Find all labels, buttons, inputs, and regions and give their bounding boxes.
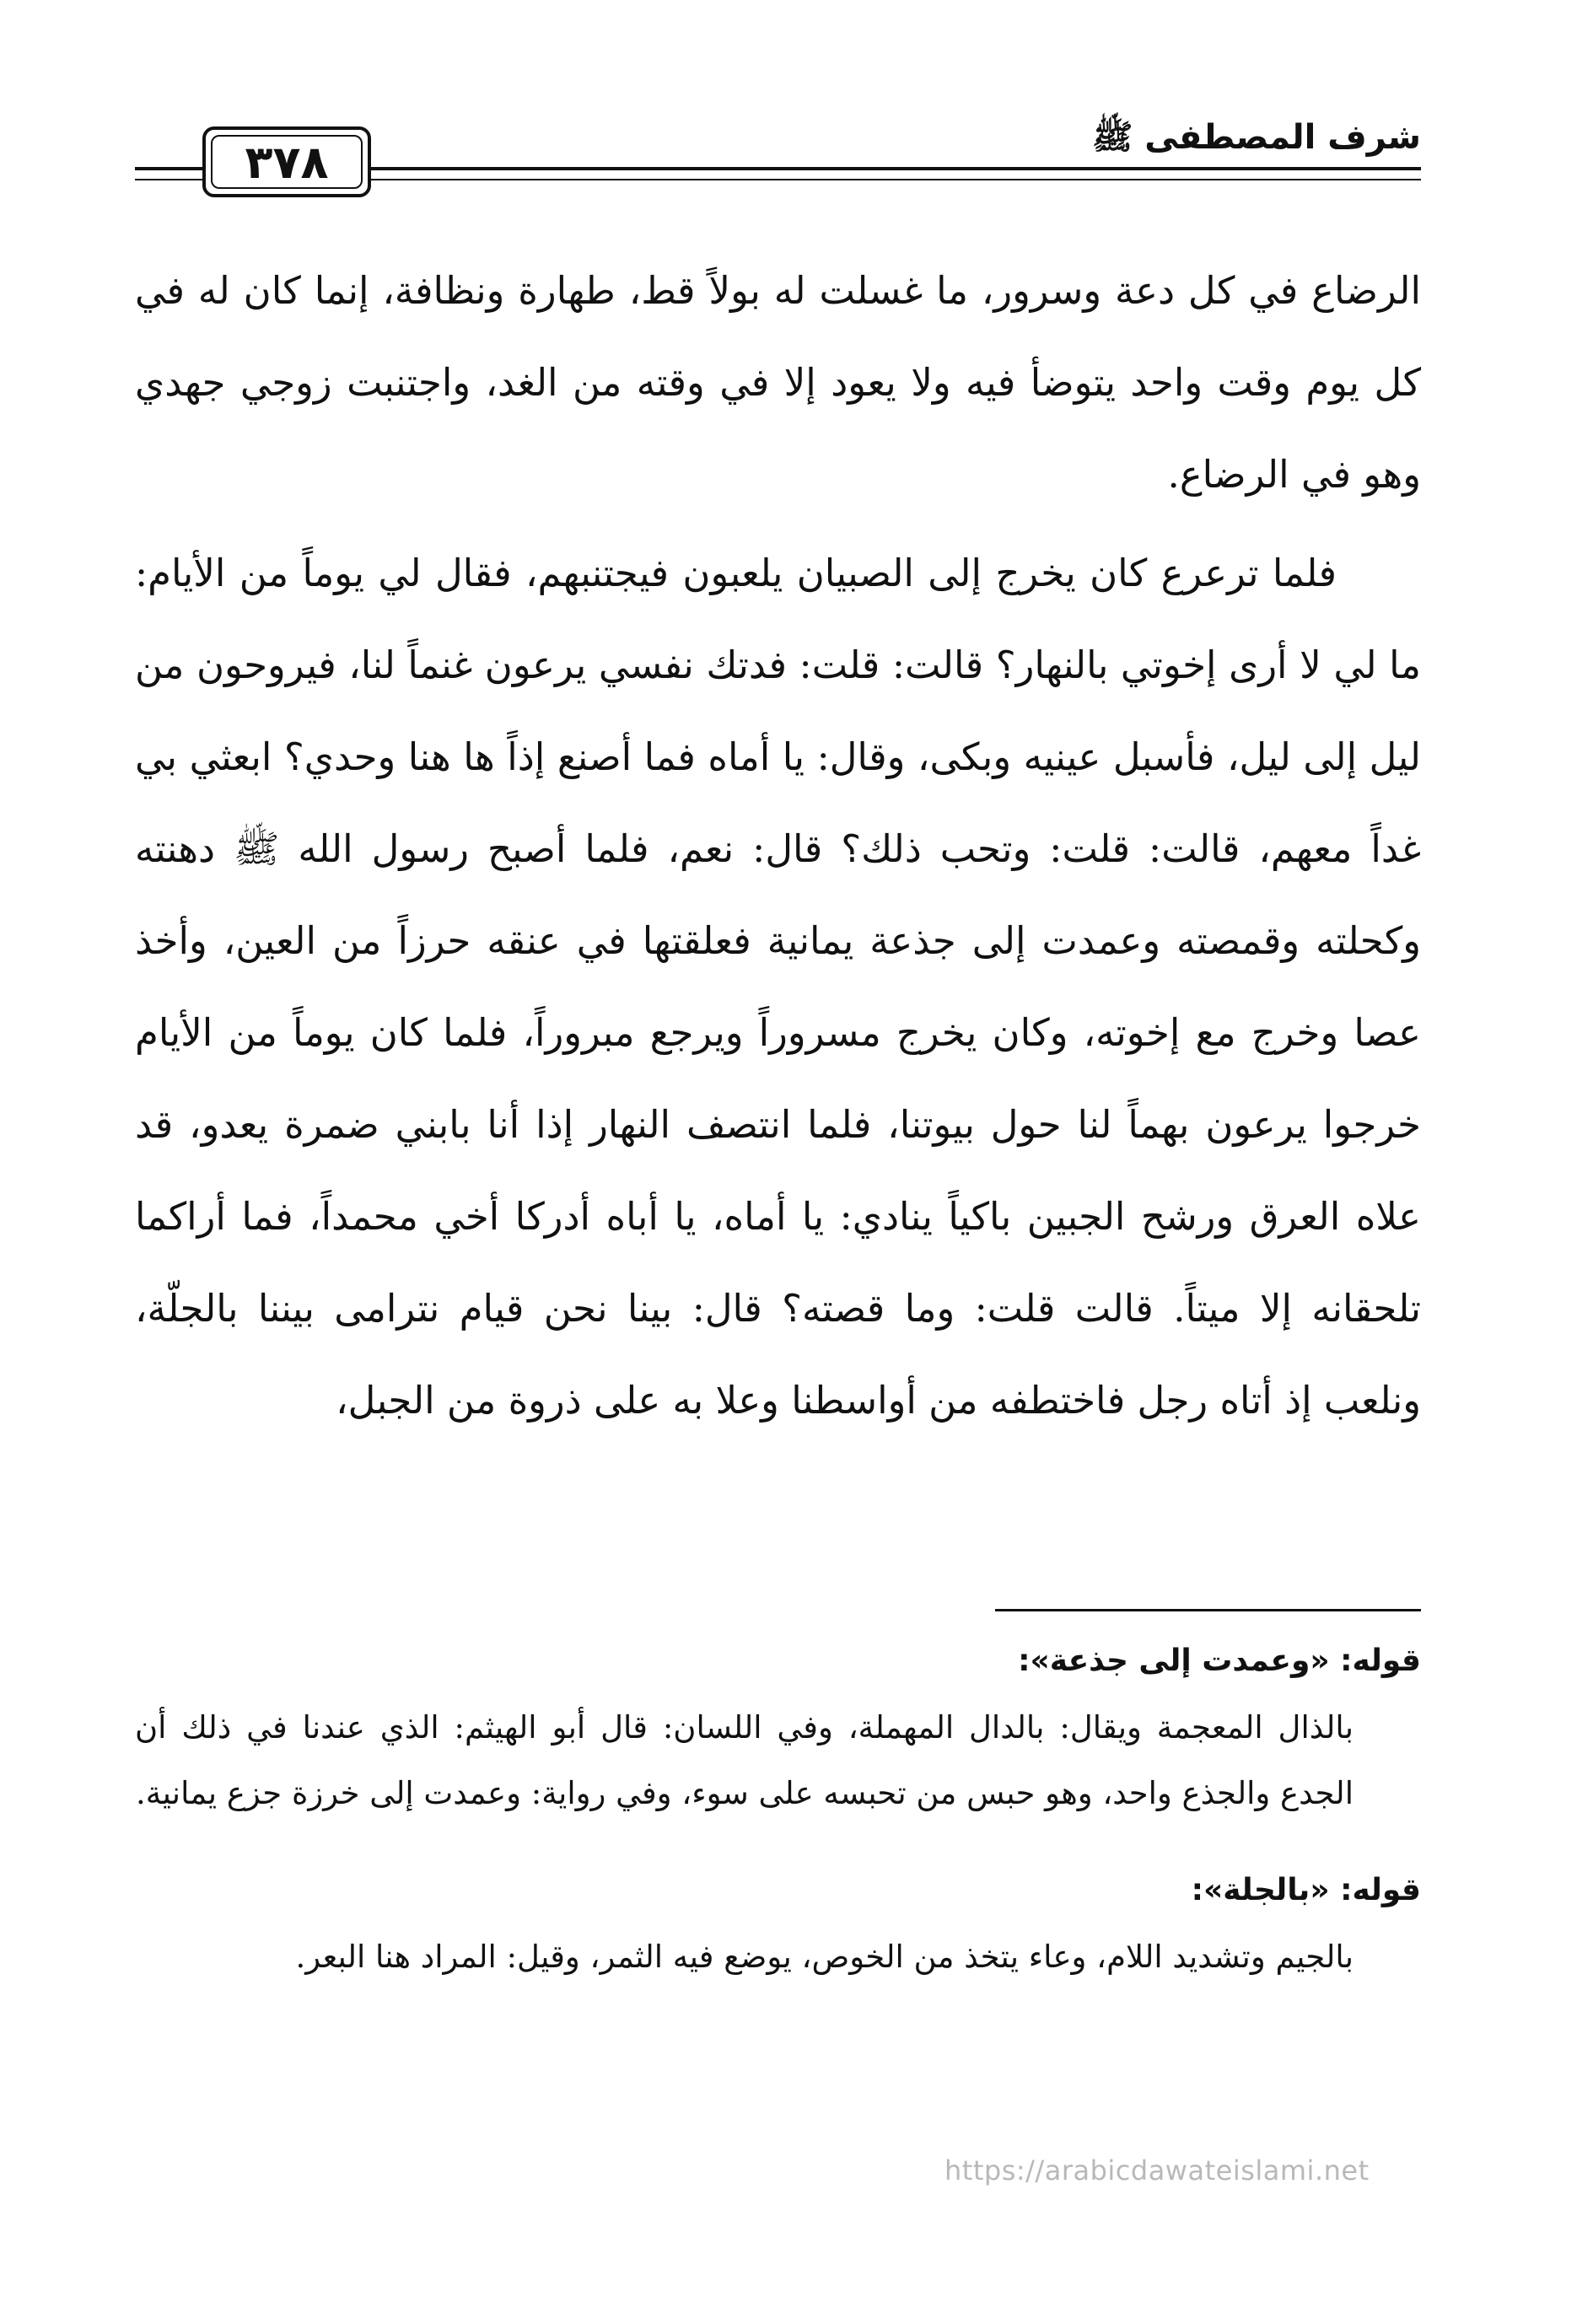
footnotes <box>135 1627 1421 1990</box>
footnote-heading: قوله: «وعمدت إلى جذعة»: <box>1018 1643 1421 1678</box>
footnote-heading: قوله: «بالجلة»: <box>1191 1873 1421 1907</box>
main-paragraph: الرضاع في كل دعة وسرور، ما غسلت له بولاً قط، طهارة ونظافة، إنما كان له في كل يوم وقت واحد يتوضأ فيه ولا يعود إلا في وقته من الغد، واجتنبت زوجي جهدي وهو في الرضاع. <box>135 268 1421 497</box>
watermark-url: https://arabicdawateislami.net <box>944 2155 1370 2187</box>
footnote-body: بالذال المعجمة ويقال: بالدال المهملة، وفي اللسان: قال أبو الهيثم: الذي عندنا في ذلك أن الجدع والجذع واحد، وهو حبس من تحبسه على سوء، وفي رواية: وعمدت إلى خرزة جزع يمانية. <box>135 1709 1354 1811</box>
page-header <box>135 101 1421 211</box>
main-paragraph: فلما ترعرع كان يخرج إلى الصبيان يلعبون فيجتنبهم، فقال لي يوماً من الأيام: ما لي لا أرى إخوتي بالنهار؟ قالت: قلت: فدتك نفسي يرعون غنماً لنا، فيروحون من ليل إلى ليل، فأسبل عينيه وبكى، وقال: يا أماه فما أصنع إذاً ها هنا وحدي؟ ابعثي بي غداً معهم، قالت: قلت: وتحب ذلك؟ قال: نعم، فلما أصبح رسول الله ﷺ دهنته وكحلته وقمصته وعمدت إلى جذعة يمانية فعلقتها في عنقه حرزاً من العين، وأخذ عصا وخرج مع إخوته، وكان يخرج مسروراً ويرجع مبروراً، فلما كان يوماً من الأيام خرجوا يرعون بهماً لنا حول بيوتنا، فلما انتصف النهار إذا أنا بابني ضمرة يعدو، قد علاه العرق ورشح الجبين باكياً ينادي: يا أماه، يا أباه أدركا أخي محمداً، فما أراكما تلحقانه إلا ميتاً. قالت قلت: وما قصته؟ قال: بينا نحن قيام نترامى بيننا بالجلّة، ونلعب إذ أتاه رجل فاختطفه من أواسطنا وعلا به على ذروة من الجبل، <box>135 551 1421 1423</box>
footnote-separator <box>995 1609 1421 1611</box>
footnote-body: بالجيم وتشديد اللام، وعاء يتخذ من الخوص، يوضع فيه الثمر، وقيل: المراد هنا البعر. <box>295 1939 1354 1975</box>
main-text <box>135 245 1421 1446</box>
page-number-frame <box>202 126 371 197</box>
running-title: شرف المصطفى ﷺ <box>1091 118 1421 157</box>
page-number: ٣٧٨ <box>245 135 329 189</box>
